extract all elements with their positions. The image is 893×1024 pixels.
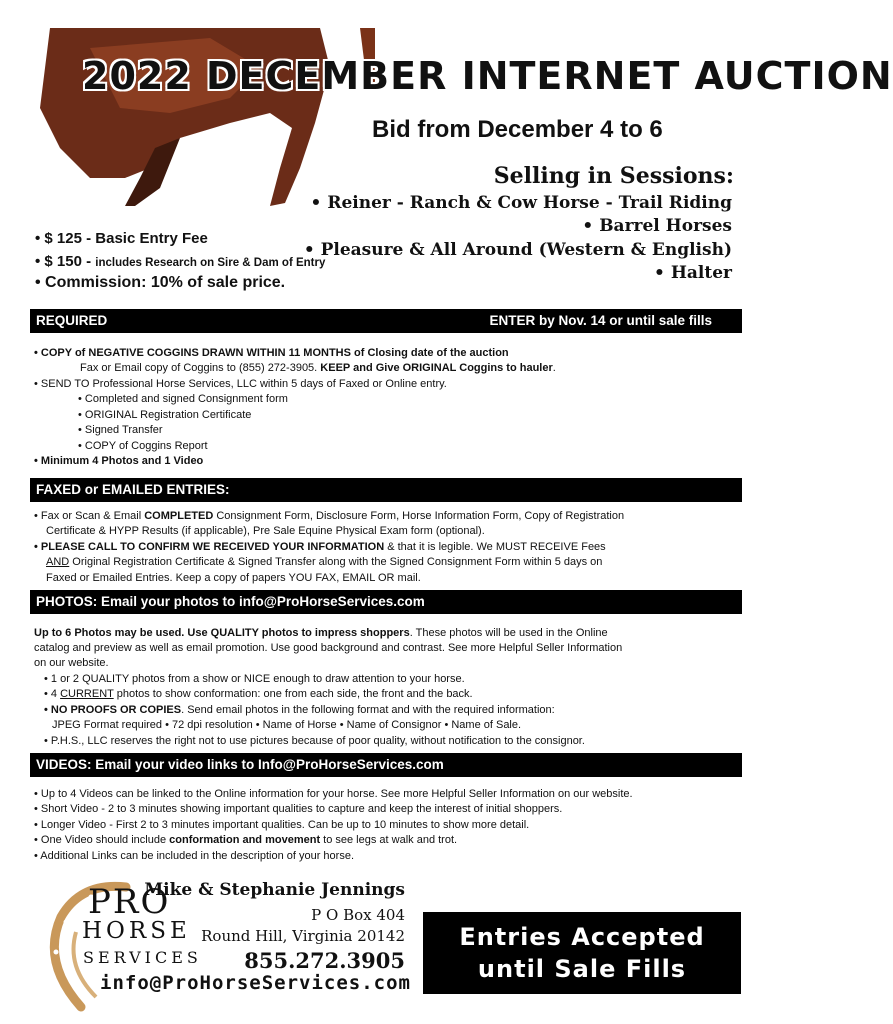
videos-line: • Short Video - 2 to 3 minutes showing important qualities to capture and keep the interest of initial shoppers. xyxy=(34,803,563,815)
text-span: KEEP and Give ORIGINAL Coggins to hauler xyxy=(320,362,553,374)
required-line xyxy=(80,361,556,377)
entries-line: until Sale Fills xyxy=(477,955,687,983)
required-sub-item: • ORIGINAL Registration Certificate xyxy=(78,409,252,421)
required-sub-item: • COPY of Coggins Report xyxy=(78,440,208,452)
fee-research-amount: • $ 150 - xyxy=(35,253,96,270)
photos-line: JPEG Format required • 72 dpi resolution • Name of Horse • Name of Consignor • Name of Sale. xyxy=(52,719,522,731)
required-line: • Minimum 4 Photos and 1 Video xyxy=(34,455,204,467)
required-sub-item: • Signed Transfer xyxy=(78,424,163,436)
photos-header: PHOTOS: Email your photos to info@ProHorseServices.com xyxy=(30,590,742,614)
logo-pro: PRO xyxy=(88,882,171,922)
fee-research-note: includes Research on Sire & Dam of Entry xyxy=(95,257,326,269)
required-label: REQUIRED xyxy=(36,313,108,328)
logo-horse: HORSE xyxy=(82,918,191,944)
contact-email[interactable]: info@ProHorseServices.com xyxy=(100,972,411,994)
contact-city: Round Hill, Virginia 20142 xyxy=(201,927,405,945)
text-span: • 4 xyxy=(44,688,61,700)
videos-line: • Longer Video - First 2 to 3 minutes important qualities. Can be up to 10 minutes to show more detail. xyxy=(34,819,530,831)
contact-name: Mike & Stephanie Jennings xyxy=(144,880,405,900)
contact-po-box: P O Box 404 xyxy=(311,906,405,924)
text-span: photos to show conformation: one from each side, the front and the back. xyxy=(113,688,473,700)
faxed-line xyxy=(34,540,606,556)
text-span: conformation and movement xyxy=(169,834,321,846)
required-line: • SEND TO Professional Horse Services, LLC within 5 days of Faxed or Online entry. xyxy=(34,378,447,390)
photos-line xyxy=(44,703,555,719)
text-span: AND xyxy=(46,556,70,568)
fee-research xyxy=(35,253,325,270)
text-span: Original Registration Certificate & Signed Transfer along with the Signed Consignment Form within 5 days on xyxy=(69,556,603,568)
text-span: CURRENT xyxy=(60,688,114,700)
text-span: • One Video should include xyxy=(34,834,170,846)
text-span: COMPLETED xyxy=(144,510,214,522)
photos-line: catalog and preview as well as email promotion. Use good background and contrast. See more Helpful Seller Information xyxy=(34,642,623,654)
photos-line: on our website. xyxy=(34,657,109,669)
session-item: • Pleasure & All Around (Western & English) xyxy=(303,240,732,260)
text-span: • Fax or Scan & Email xyxy=(34,510,145,522)
entries-line: Entries Accepted xyxy=(459,923,705,951)
photos-line: • 1 or 2 QUALITY photos from a show or NICE enough to draw attention to your horse. xyxy=(44,673,465,685)
session-item: • Barrel Horses xyxy=(582,216,732,236)
text-span: • NO PROOFS OR COPIES xyxy=(44,704,182,716)
fee-basic: • $ 125 - Basic Entry Fee xyxy=(35,230,208,247)
entries-accepted-box xyxy=(423,912,741,994)
faxed-line xyxy=(46,555,602,571)
videos-line: • Additional Links can be included in the description of your horse. xyxy=(34,850,354,862)
text-span: . Send email photos in the following format and with the required information: xyxy=(181,704,555,716)
required-sub-item: • Completed and signed Consignment form xyxy=(78,393,288,405)
bid-dates: Bid from December 4 to 6 xyxy=(372,116,663,143)
photos-line xyxy=(34,626,608,642)
text-span: to see legs at walk and trot. xyxy=(320,834,458,846)
enter-deadline: ENTER by Nov. 14 or until sale fills xyxy=(489,313,712,328)
videos-line xyxy=(34,833,457,849)
required-header xyxy=(30,309,742,333)
text-span: . xyxy=(552,362,556,374)
photos-line: • P.H.S., LLC reserves the right not to use pictures because of poor quality, without notification to the consignor. xyxy=(44,735,585,747)
required-line: • COPY of NEGATIVE COGGINS DRAWN WITHIN 11 MONTHS of Closing date of the auction xyxy=(34,347,509,359)
videos-header: VIDEOS: Email your video links to Info@ProHorseServices.com xyxy=(30,753,742,777)
text-span: . These photos will be used in the Online xyxy=(409,627,608,639)
text-span: • PLEASE CALL TO CONFIRM WE RECEIVED YOUR INFORMATION xyxy=(34,541,385,553)
text-span: & that it is legible. We MUST RECEIVE Fees xyxy=(384,541,606,553)
auction-title: 2022 DECEMBER INTERNET AUCTION xyxy=(82,54,893,98)
faxed-line xyxy=(34,509,624,525)
text-span: Up to 6 Photos may be used. Use QUALITY photos to impress shoppers xyxy=(34,627,410,639)
logo-services: SERVICES xyxy=(83,948,202,967)
contact-phone: 855.272.3905 xyxy=(244,948,405,973)
text-span: Consignment Form, Disclosure Form, Horse Information Form, Copy of Registration xyxy=(213,510,625,522)
videos-line: • Up to 4 Videos can be linked to the Online information for your horse. See more Helpful Seller Information on our website. xyxy=(34,788,633,800)
session-item: • Reiner - Ranch & Cow Horse - Trail Riding xyxy=(310,193,732,213)
commission: • Commission: 10% of sale price. xyxy=(35,274,286,291)
faxed-header: FAXED or EMAILED ENTRIES: xyxy=(30,478,742,502)
session-item: • Halter xyxy=(654,263,732,283)
faxed-line: Faxed or Emailed Entries. Keep a copy of papers YOU FAX, EMAIL OR mail. xyxy=(46,572,421,584)
faxed-line: Certificate & HYPP Results (if applicable), Pre Sale Equine Physical Exam form (optional). xyxy=(46,525,485,537)
sessions-title: Selling in Sessions: xyxy=(493,163,734,189)
text-span: Fax or Email copy of Coggins to (855) 272-3905. xyxy=(80,362,321,374)
photos-line xyxy=(44,687,473,703)
